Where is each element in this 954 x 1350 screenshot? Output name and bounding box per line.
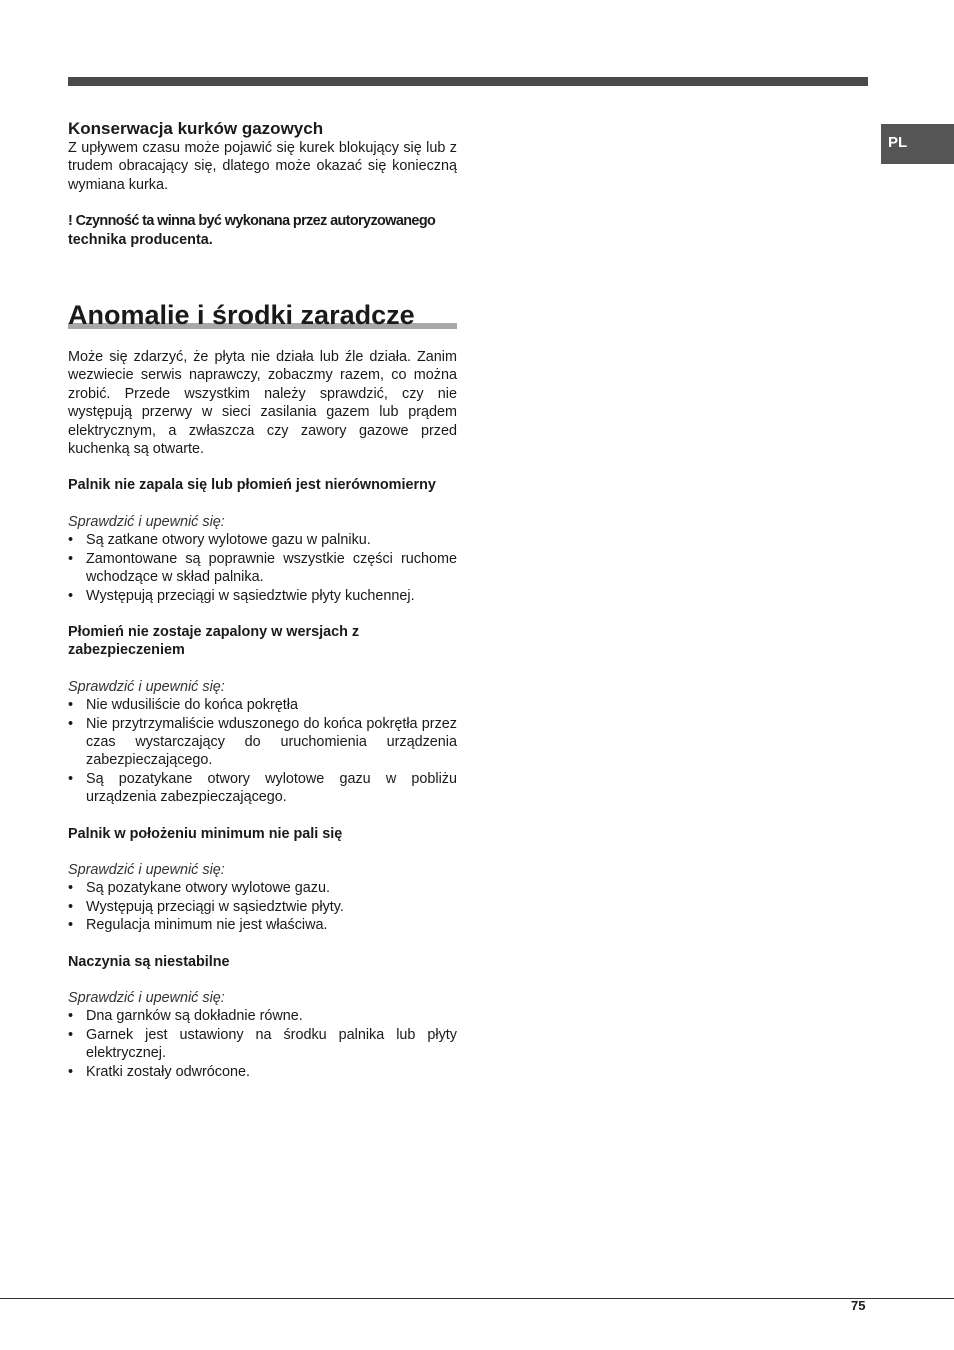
check-list-item (68, 770, 457, 807)
bullet-icon: • (68, 1063, 74, 1080)
check-list-item-text: Występują przeciągi w sąsiedztwie płyty. (86, 898, 344, 915)
check-label: Sprawdzić i upewnić się: (68, 990, 225, 1006)
check-list-item (68, 898, 457, 916)
check-list-item-text: Zamontowane są poprawnie wszystkie części ruchome wchodzące w skład palnika. (86, 550, 457, 586)
section-title: Palnik nie zapala się lub płomień jest nierównomierny (68, 477, 436, 494)
check-list-item (68, 550, 457, 587)
check-list-item (68, 879, 457, 897)
troubleshooting-heading (68, 299, 457, 331)
check-list-item (68, 1007, 457, 1025)
check-list-item-text: Są pozatykane otwory wylotowe gazu w pobliżu urządzenia zabezpieczającego. (86, 770, 457, 806)
bullet-icon: • (68, 880, 74, 897)
check-list-item (68, 916, 457, 934)
language-tab: PL (881, 124, 954, 164)
check-list-item-text: Garnek jest ustawiony na środku palnika lub płyty elektrycznej. (86, 1026, 457, 1062)
check-list-item-text: Dna garnków są dokładnie równe. (86, 1008, 303, 1025)
check-list-item-text: Nie przytrzymaliście wduszonego do końca pokrętła przez czas wystarczający do uruchomienia urządzenia zabezpieczającego. (86, 715, 457, 769)
footer-rule (0, 1298, 954, 1299)
check-list-item (68, 1063, 457, 1081)
check-list-item-text: Są pozatykane otwory wylotowe gazu. (86, 880, 330, 897)
troubleshooting-sections (68, 476, 457, 1081)
bullet-icon: • (68, 550, 74, 567)
troubleshooting-intro: Może się zdarzyć, że płyta nie działa lub źle działa. Zanim wezwiecie serwis naprawczy, zobaczmy razem, co można zrobić. Przede wszystkim należy sprawdzić, czy nie występują przerwy w sieci zasilania gazem lub prądem elektrycznym, a zwłaszcza czy zawory gazowe przed kuchenką są otwarte. (68, 349, 457, 458)
check-label: Sprawdzić i upewnić się: (68, 861, 225, 878)
page-number: 75 (851, 1298, 866, 1313)
check-list (68, 1007, 457, 1081)
check-list-item-text: Są zatkane otwory wylotowe gazu w palniku. (86, 532, 371, 549)
check-list-item-text: Występują przeciągi w sąsiedztwie płyty kuchennej. (86, 587, 415, 604)
bullet-icon: • (68, 1026, 74, 1043)
bullet-icon: • (68, 697, 74, 714)
check-list-item-text: Kratki zostały odwrócone. (86, 1063, 250, 1080)
maintenance-heading: Konserwacja kurków gazowych (68, 119, 324, 138)
check-list (68, 879, 457, 934)
check-label: Sprawdzić i upewnić się: (68, 678, 225, 695)
header-rule (68, 77, 868, 86)
check-list (68, 696, 457, 806)
check-list-item-text: Nie wdusiliście do końca pokrętła (86, 697, 298, 714)
check-label: Sprawdzić i upewnić się: (68, 513, 225, 530)
check-list-item-text: Regulacja minimum nie jest właściwa. (86, 917, 328, 934)
troubleshooting-heading-text: Anomalie i środki zaradcze (68, 300, 415, 331)
section-title: Naczynia są niestabilne (68, 953, 230, 970)
bullet-icon: • (68, 770, 74, 787)
section-title: Płomień nie zostaje zapalony w wersjach z zabezpieczeniem (68, 623, 360, 659)
main-column (68, 119, 457, 1081)
check-list-item (68, 587, 457, 605)
section-title: Palnik w położeniu minimum nie pali się (68, 825, 343, 842)
maintenance-warning (68, 212, 457, 249)
check-list-item (68, 1026, 457, 1063)
bullet-icon: • (68, 715, 74, 732)
bullet-icon: • (68, 1008, 74, 1025)
bullet-icon: • (68, 917, 74, 934)
check-list-item (68, 696, 457, 714)
bullet-icon: • (68, 532, 74, 549)
bullet-icon: • (68, 587, 74, 604)
check-list-item (68, 531, 457, 549)
warning-line-1: ! Czynność ta winna być wykonana przez autoryzowanego (68, 213, 436, 230)
maintenance-text: Z upływem czasu może pojawić się kurek blokujący się lub z trudem obracający się, dlatego może okazać się konieczną wymiana kurka. (68, 140, 457, 193)
warning-line-2: technika producenta. (68, 231, 213, 248)
bullet-icon: • (68, 898, 74, 915)
check-list (68, 531, 457, 605)
check-list-item (68, 715, 457, 770)
